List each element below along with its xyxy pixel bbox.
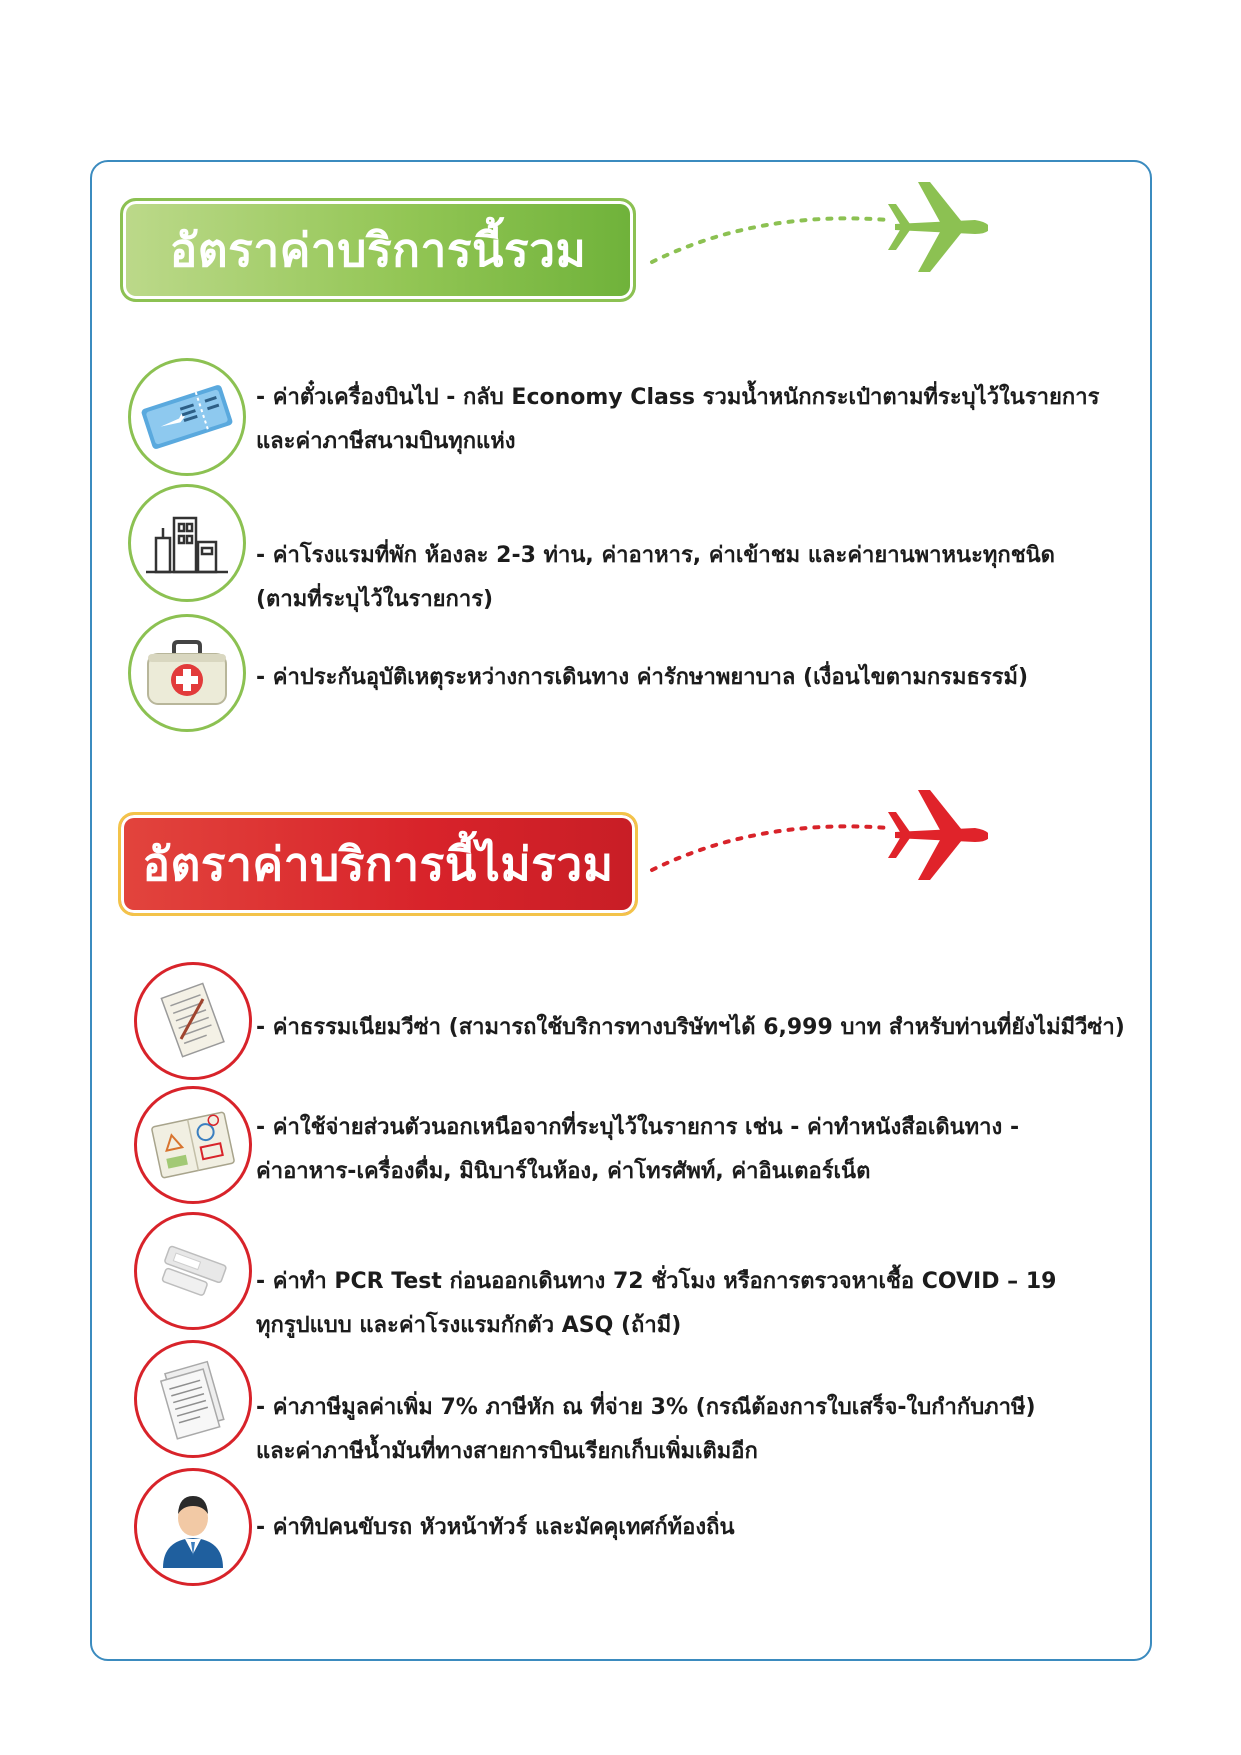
excluded-title: อัตราค่าบริการนี้ไม่รวม: [142, 836, 614, 891]
included-item-1-line-2: และค่าภาษีสนามบินทุกแห่ง: [256, 429, 516, 454]
included-title: อัตราค่าบริการนี้รวม: [169, 222, 587, 277]
included-item-2-line-2: (ตามที่ระบุไว้ในรายการ): [256, 587, 494, 612]
excluded-item-2: [256, 1106, 1019, 1194]
included-item-2-line-1: - ค่าโรงแรมที่พัก ห้องละ 2-3 ท่าน, ค่าอาหาร, ค่าเข้าชม และค่ายานพาหนะทุกชนิด: [256, 543, 1055, 568]
excluded-item-4-line-2: และค่าภาษีน้ำมันที่ทางสายการบินเรียกเก็บเพิ่มเติมอีก: [256, 1439, 758, 1464]
excluded-item-1: [256, 1006, 1125, 1050]
first-aid-kit-icon: [128, 614, 246, 732]
excluded-item-5-line-1: - ค่าทิปคนขับรถ หัวหน้าทัวร์ และมัคคุเทศก์ท้องถิ่น: [256, 1515, 735, 1540]
excluded-item-3-line-1: - ค่าทำ PCR Test ก่อนออกเดินทาง 72 ชั่วโมง หรือการตรวจหาเชื้อ COVID – 19: [256, 1269, 1057, 1294]
passport-stamps-icon: [134, 1086, 252, 1204]
excluded-item-3-line-2: ทุกรูปแบบ และค่าโรงแรมกักตัว ASQ (ถ้ามี): [256, 1313, 682, 1338]
included-item-3-line-1: - ค่าประกันอุบัติเหตุระหว่างการเดินทาง ค่ารักษาพยาบาล (เงื่อนไขตามกรมธรรม์): [256, 665, 1029, 690]
included-item-3: [256, 656, 1028, 700]
visa-document-icon: [134, 962, 252, 1080]
included-item-1-line-1: - ค่าตั๋วเครื่องบินไป - กลับ Economy Class รวมน้ำหนักกระเป๋าตามที่ระบุไว้ในรายการ: [256, 385, 1100, 410]
test-kit-icon: [134, 1212, 252, 1330]
red-plane-trail-icon: [648, 788, 988, 888]
excluded-item-2-line-1: - ค่าใช้จ่ายส่วนตัวนอกเหนือจากที่ระบุไว้ในรายการ เช่น - ค่าทำหนังสือเดินทาง -: [256, 1115, 1020, 1140]
excluded-item-4-line-1: - ค่าภาษีมูลค่าเพิ่ม 7% ภาษีหัก ณ ที่จ่าย 3% (กรณีต้องการใบเสร็จ-ใบกำกับภาษี): [256, 1395, 1036, 1420]
ticket-icon: [128, 358, 246, 476]
excluded-item-2-line-2: ค่าอาหาร-เครื่องดื่ม, มินิบาร์ในห้อง, ค่าโทรศัพท์, ค่าอินเตอร์เน็ต: [256, 1159, 871, 1184]
included-banner: [120, 198, 636, 302]
green-plane-trail-icon: [648, 180, 988, 280]
tour-guide-person-icon: [134, 1468, 252, 1586]
tax-papers-icon: [134, 1340, 252, 1458]
excluded-banner: [118, 812, 638, 916]
excluded-item-4: [256, 1386, 1036, 1474]
included-item-2: [256, 534, 1055, 622]
excluded-item-3: [256, 1260, 1056, 1348]
excluded-item-1-line-1: - ค่าธรรมเนียมวีซ่า (สามารถใช้บริการทางบริษัทฯได้ 6,999 บาท สำหรับท่านที่ยังไม่มีวีซ่า): [256, 1015, 1125, 1040]
hotel-building-icon: [128, 484, 246, 602]
excluded-item-5: [256, 1506, 735, 1550]
included-item-1: [256, 376, 1099, 464]
